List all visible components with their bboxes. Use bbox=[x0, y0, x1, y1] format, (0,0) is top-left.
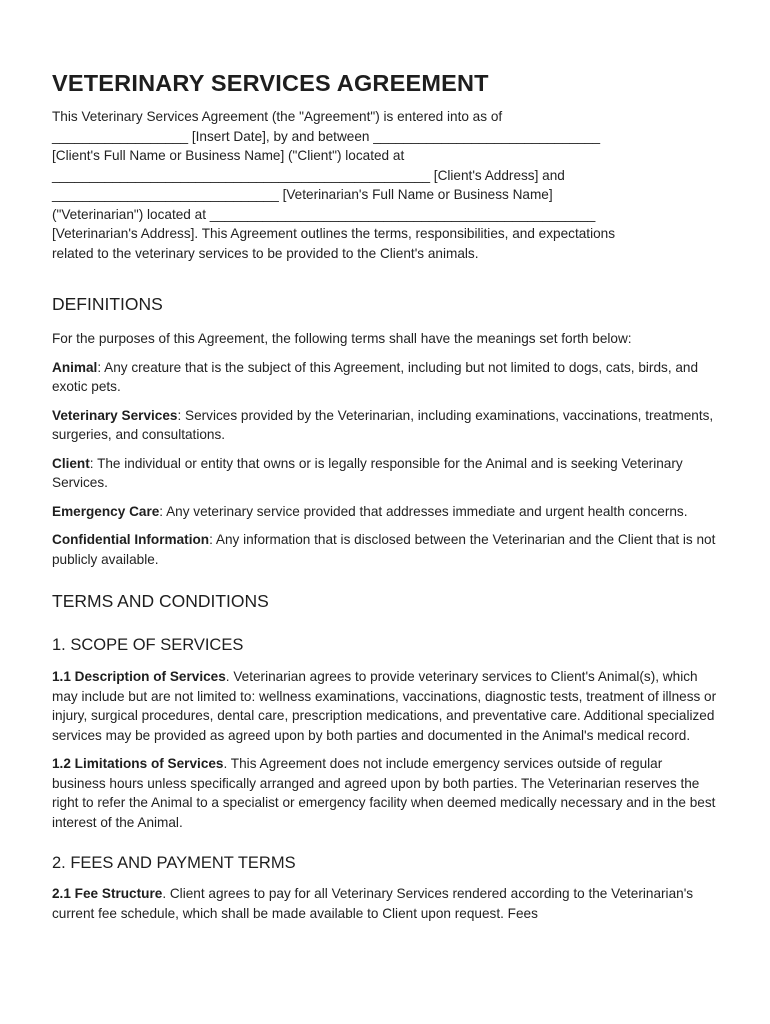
document-title: VETERINARY SERVICES AGREEMENT bbox=[52, 70, 489, 96]
intro-line: ______________________________ [Veterinarian's Full Name or Business Name] bbox=[52, 187, 553, 202]
definition-item bbox=[52, 454, 718, 493]
definition-term: Veterinary Services bbox=[52, 407, 178, 423]
intro-line: [Veterinarian's Address]. This Agreement outlines the terms, responsibilities, and expectations bbox=[52, 226, 616, 241]
section-1-2-title: 1.2 Limitations of Services bbox=[52, 756, 224, 771]
section-1-1-text: . Veterinarian agrees to provide veterinary services to Client's Animal(s), which may include but are not limited to: wellness examinations, vaccinations, diagnostic tests, treatment of illness or injury, surgical procedures, dental care, prescription medications, and preventative care. Additional specialized services may be provided as agreed upon by both parties and documented in the Animal's medical record. bbox=[52, 669, 717, 743]
definition-item bbox=[52, 502, 718, 522]
definition-term: Emergency Care bbox=[52, 503, 160, 519]
section-1-2 bbox=[52, 754, 718, 832]
intro-paragraph bbox=[52, 107, 718, 263]
intro-line: [Client's Full Name or Business Name] ("Client") located at bbox=[52, 148, 405, 163]
definitions-heading: DEFINITIONS bbox=[52, 294, 163, 314]
definition-text: : Any veterinary service provided that addresses immediate and urgent health concerns. bbox=[159, 503, 688, 519]
definition-text: : Any information that is disclosed between the Veterinarian and the Client that is not publicly available. bbox=[52, 532, 716, 567]
section-2-heading: 2. FEES AND PAYMENT TERMS bbox=[52, 854, 296, 872]
intro-line: ("Veterinarian") located at ___________________________________________________ bbox=[52, 206, 596, 222]
definition-text: : The individual or entity that owns or is legally responsible for the Animal and is seeking Veterinary Services. bbox=[52, 455, 683, 490]
terms-heading: TERMS AND CONDITIONS bbox=[52, 591, 269, 611]
intro-line: __________________ [Insert Date], by and between ______________________________ bbox=[52, 128, 601, 144]
section-1-1 bbox=[52, 667, 718, 745]
definition-text: : Services provided by the Veterinarian, including examinations, vaccinations, treatments, surgeries, and consultations. bbox=[52, 407, 714, 442]
intro-line: This Veterinary Services Agreement (the "Agreement") is entered into as of bbox=[52, 109, 503, 124]
definition-term: Confidential Information bbox=[52, 532, 210, 547]
definition-item bbox=[52, 406, 718, 445]
definition-item bbox=[52, 358, 718, 397]
definition-term: Client bbox=[52, 455, 90, 471]
intro-line: __________________________________________________ [Client's Address] and bbox=[52, 167, 565, 183]
section-1-2-text: . This Agreement does not include emergency services outside of regular business hours unless specifically arranged and agreed upon by both parties. The Veterinarian reserves the right to refer the Animal to a specialist or emergency facility when deemed medically necessary and in the best interest of the Animal. bbox=[52, 756, 716, 830]
section-1-1-title: 1.1 Description of Services bbox=[52, 669, 226, 684]
section-2-1 bbox=[52, 884, 718, 923]
section-1-heading: 1. SCOPE OF SERVICES bbox=[52, 636, 244, 654]
definition-text: : Any creature that is the subject of this Agreement, including but not limited to dogs, cats, birds, and exotic pets. bbox=[52, 359, 699, 394]
intro-line: related to the veterinary services to be provided to the Client's animals. bbox=[52, 245, 479, 261]
section-2-1-title: 2.1 Fee Structure bbox=[52, 886, 163, 901]
definitions-lead: For the purposes of this Agreement, the following terms shall have the meanings set forth below: bbox=[52, 331, 632, 346]
section-2-1-text: . Client agrees to pay for all Veterinary Services rendered according to the Veterinarian's current fee schedule, which shall be made available to Client upon request. Fees bbox=[52, 886, 694, 921]
definition-item bbox=[52, 530, 718, 569]
definition-term: Animal bbox=[52, 359, 98, 375]
